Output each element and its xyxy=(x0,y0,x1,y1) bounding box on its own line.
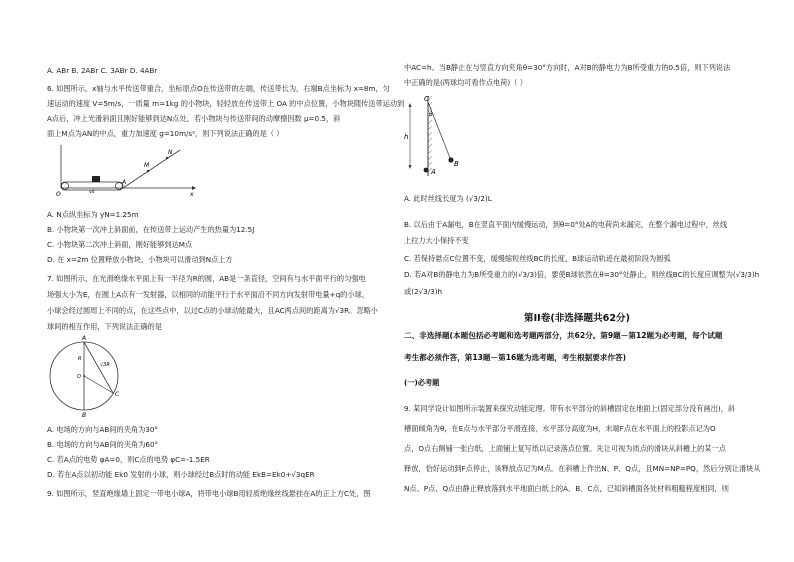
q5-options: A. ABr B. 2ABr C. 3ABr D. 4ABr xyxy=(47,66,158,75)
q8-continued-line2: 中正确的是(两球均可看作点电荷)（ ） xyxy=(404,78,527,87)
conveyor-belt xyxy=(61,182,123,190)
label-c: C xyxy=(115,391,120,398)
label-b: B xyxy=(82,412,87,418)
q7-stem-line3: 小球会经过圆周上不同的点，在这些点中，以过C点的小球动能最大，且AC两点间的距离为√3R。忽略小 xyxy=(47,306,378,315)
q7-stem-line4: 球间的相互作用，下列说法正确的是 xyxy=(47,322,163,331)
label-a: A xyxy=(431,168,436,176)
q9-stem-line2: 槽面倾角为θ，在E点与水平部分平滑连接，水平部分高度为H，末端F点在水平面上的投影点记为O xyxy=(404,424,716,433)
center-o xyxy=(83,375,85,377)
ball-a xyxy=(424,168,429,173)
q8-option-b-line1: B. 以后由于A漏电，B在竖直平面内缓慢运动，到θ=0°处A的电荷尚未漏完，在整个漏电过程中，丝线 xyxy=(404,220,728,229)
label-m: M xyxy=(144,162,150,169)
q8-option-a: A. 此时丝线长度为 (√3/2)L xyxy=(404,194,492,203)
q9-stem-line4: 释放，恰好运动到F点停止，该释放点记为M点。在斜槽上作出N、P、Q点，且MN=NP=PQ，然后分别让滑块从 xyxy=(404,464,761,473)
point-m xyxy=(147,170,149,172)
q7-option-c: C. 若A点的电势 φA=0，则C点的电势 φC=-1.5ER xyxy=(47,455,210,464)
q8-continued-line1: 中AC=h。当B静止在与竖直方向夹角θ=30°方向时，A对B的静电力为B所受重力的0.5倍，则下列说法 xyxy=(404,63,731,72)
h-arrow-bottom xyxy=(409,165,412,169)
label-x: x xyxy=(190,191,194,198)
q8-wall-figure xyxy=(398,92,488,180)
q7-option-b: B. 电场的方向与AB间的夹角为60° xyxy=(47,440,159,449)
block xyxy=(92,176,100,182)
q6-option-a: A. N点纵坐标为 yN=1.25m xyxy=(47,210,139,219)
radius-oc xyxy=(84,376,113,393)
q8-option-c: C. 若保持悬点C位置不变，缓慢缩短丝线BC的长度，B球运动轨迹在最初阶段为圆弧 xyxy=(404,254,671,263)
q9-stem-line5: N点、P点、Q点由静止释放落到水平地面白纸上的A、B、C点，已知斜槽面各处材料粗糙程度相同，则 xyxy=(404,484,729,493)
q6-option-c: C. 小物块第二次冲上斜面，刚好能够到达M点 xyxy=(47,240,193,249)
point-n xyxy=(166,157,168,159)
label-a: A xyxy=(122,179,127,186)
label-o: O xyxy=(56,191,61,198)
q8-option-d-line2: 或(2√3/3)h xyxy=(404,287,443,296)
q7-option-a: A. 电场的方向与AB间的夹角为30° xyxy=(47,425,159,434)
label-c: C xyxy=(424,95,429,103)
required-questions-label: (一)必考题 xyxy=(404,378,440,387)
label-root3r: √3R xyxy=(100,362,110,368)
q8-option-b-line2: 上拉力大小保持不变 xyxy=(404,236,469,245)
left-pulley xyxy=(62,183,69,190)
q6-stem-line1: 6. 如图所示，x轴与水平传送带重合，坐标原点O在传送带的左端，传送带长为，右端B点坐标为 x=8m，匀 xyxy=(47,84,390,93)
h-arrow-top xyxy=(409,103,412,107)
label-r: R xyxy=(78,356,82,362)
q6-conveyor-figure xyxy=(52,140,202,202)
q6-stem-line4: 面上M点为AN的中点，重力加速度 g=10m/s²，则下列说法正确的是（ ） xyxy=(47,129,284,138)
label-a: A xyxy=(82,335,87,342)
q6-stem-line2: 速运动的速度 V=5m/s，一质量 m=1kg 的小物块，轻轻放在传送带上 OA 的中点位置，小物块随传送带运动到 xyxy=(47,99,405,108)
q7-stem-line2: 场强大小为E，在圆上A点有一发射器，以相同的动能平行于水平面沿不同方向发射带电量+q的小球， xyxy=(47,290,369,299)
q7-option-d: D. 若在A点以初动能 Ek0 发射的小球，则小球经过B点时的动能 EkB=Ek0+√3qER xyxy=(47,470,315,479)
q8-option-d-line1: D. 若A对B的静电力为B所受重力的(√3/3)倍，要使B球依然在θ=30°处静止，则丝线BC的长度应调整为(√3/3)h xyxy=(404,270,760,279)
part2-instructions-line2: 考生都必须作答，第13题－第16题为选考题，考生根据要求作答) xyxy=(404,353,627,362)
section-title: 第II卷(非选择题共62分) xyxy=(524,313,631,324)
q6-option-b: B. 小物块第一次冲上斜面前，在传送带上运动产生的热量为12.5J xyxy=(47,225,255,234)
part2-instructions-line1: 二、非选择题(本题包括必考题和选考题两部分，共62分。第9题－第12题为必考题，每个试题 xyxy=(404,331,723,340)
q7-circle-figure xyxy=(44,334,128,418)
q9-stem-line3: 点，O点右侧铺一张白纸，上面铺上复写纸以记录落点位置。先让可视为质点的滑块从斜槽上的某一点 xyxy=(404,444,726,453)
label-o: O xyxy=(77,374,81,380)
ball-b xyxy=(448,157,453,162)
q9-stem-line1: 9. 某同学设计如图所示装置来探究动能定理。带有水平部分的斜槽固定在地面上(固定部分没有画出)，斜 xyxy=(404,404,736,413)
q6-option-d: D. 在 x=2m 位置释放小物块，小物块可以滑动到N点上方 xyxy=(47,255,233,264)
label-h: h xyxy=(404,133,409,141)
label-theta: θ xyxy=(429,111,433,118)
q7-stem-line1: 7. 如图所示，在光滑绝缘水平面上有一半径为R的圆，AB是一条直径，空间有与水平面平行的匀强电 xyxy=(47,274,366,283)
x-axis-arrow xyxy=(192,186,196,190)
label-b: B xyxy=(454,160,459,168)
q9-left-stem: 9. 如图所示，竖直绝缘墙上固定一带电小球A，将带电小球B用轻质绝缘丝线悬挂在A的正上方C处，图 xyxy=(47,489,371,498)
label-n: N xyxy=(168,149,173,156)
label-v0: v0 xyxy=(89,190,95,195)
q6-stem-line3: A点后，冲上光滑斜面且刚好能够到达N点处，若小物块与传送带间的动摩擦因数 μ=0.5，斜 xyxy=(47,114,341,123)
